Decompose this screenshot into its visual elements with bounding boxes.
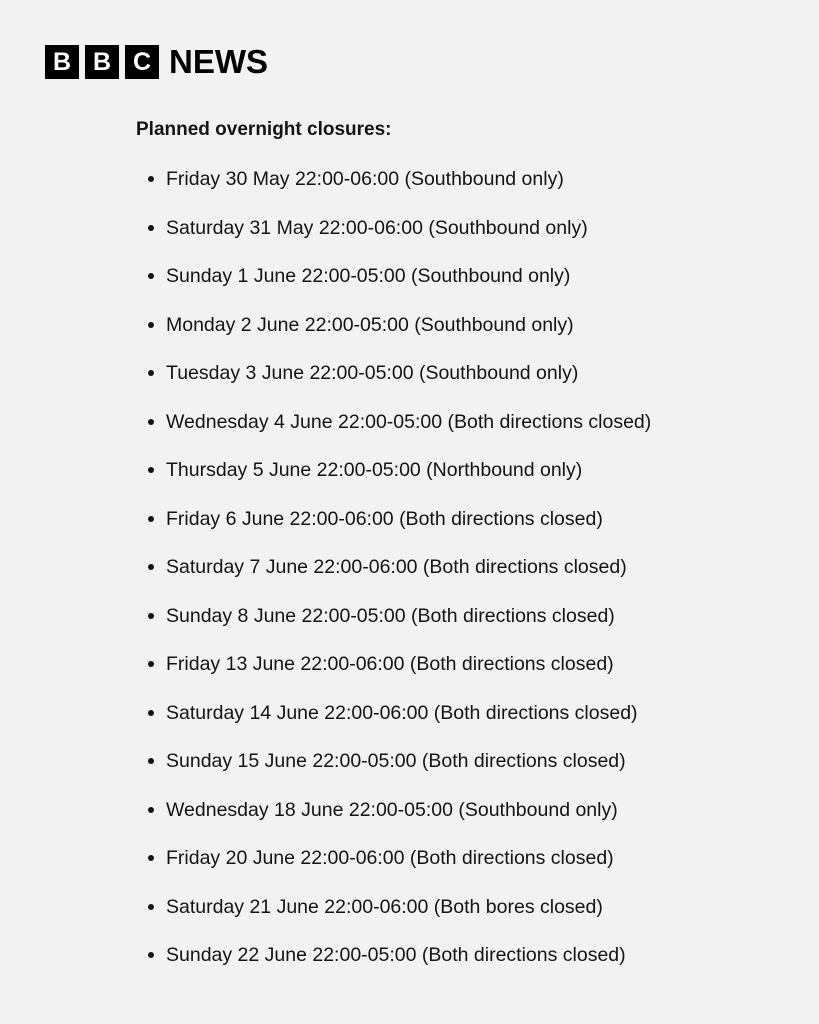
closure-item (136, 214, 651, 263)
closure-item (136, 699, 651, 748)
bullet-icon (148, 322, 154, 328)
bullet-icon (148, 564, 154, 570)
logo-letter-b2: B (85, 45, 119, 79)
closure-item (136, 408, 651, 457)
bullet-icon (148, 467, 154, 473)
closure-item (136, 311, 651, 360)
bullet-icon (148, 516, 154, 522)
closure-item (136, 553, 651, 602)
logo-letter-b1: B (45, 45, 79, 79)
bullet-icon (148, 758, 154, 764)
bullet-icon (148, 273, 154, 279)
logo-letter-c: C (125, 45, 159, 79)
closure-item (136, 650, 651, 699)
closure-item (136, 505, 651, 554)
bullet-icon (148, 661, 154, 667)
bullet-icon (148, 710, 154, 716)
bullet-icon (148, 225, 154, 231)
closures-heading: Planned overnight closures: (136, 119, 392, 140)
bbc-news-logo (45, 45, 268, 79)
closure-text: Friday 30 May 22:00-06:00 (Southbound only) (166, 168, 564, 190)
closure-item (136, 747, 651, 796)
closure-text: Friday 6 June 22:00-06:00 (Both directions closed) (166, 507, 603, 530)
logo-news-word: NEWS (169, 43, 268, 80)
closure-item (136, 602, 651, 651)
closure-item (136, 456, 651, 505)
closure-text: Saturday 14 June 22:00-06:00 (Both directions closed) (166, 701, 638, 724)
closure-text: Sunday 15 June 22:00-05:00 (Both directions closed) (166, 750, 626, 772)
closure-text: Saturday 21 June 22:00-06:00 (Both bores closed) (166, 895, 603, 918)
closure-text: Friday 13 June 22:00-06:00 (Both directions closed) (166, 653, 614, 675)
closure-text: Wednesday 4 June 22:00-05:00 (Both directions closed) (166, 410, 652, 433)
bullet-icon (148, 855, 154, 861)
closures-list (136, 165, 651, 990)
closure-text: Monday 2 June 22:00-05:00 (Southbound only) (166, 313, 574, 336)
bullet-icon (148, 419, 154, 425)
bullet-icon (148, 176, 154, 182)
closure-item (136, 796, 651, 845)
closure-text: Sunday 1 June 22:00-05:00 (Southbound only) (166, 265, 571, 287)
closure-text: Friday 20 June 22:00-06:00 (Both directions closed) (166, 847, 614, 869)
bullet-icon (148, 952, 154, 958)
closure-item (136, 941, 651, 990)
closure-item (136, 165, 651, 214)
closure-text: Wednesday 18 June 22:00-05:00 (Southbound only) (166, 798, 618, 821)
bullet-icon (148, 613, 154, 619)
closure-text: Sunday 22 June 22:00-05:00 (Both directions closed) (166, 944, 626, 966)
closure-item (136, 844, 651, 893)
closure-text: Saturday 31 May 22:00-06:00 (Southbound only) (166, 216, 588, 239)
bullet-icon (148, 807, 154, 813)
closure-text: Saturday 7 June 22:00-06:00 (Both directions closed) (166, 556, 627, 578)
closure-text: Thursday 5 June 22:00-05:00 (Northbound only) (166, 459, 583, 481)
closure-item (136, 262, 651, 311)
closure-item (136, 893, 651, 942)
closure-text: Sunday 8 June 22:00-05:00 (Both directions closed) (166, 604, 615, 627)
bullet-icon (148, 370, 154, 376)
closure-text: Tuesday 3 June 22:00-05:00 (Southbound only) (166, 362, 579, 384)
bullet-icon (148, 904, 154, 910)
closure-item (136, 359, 651, 408)
